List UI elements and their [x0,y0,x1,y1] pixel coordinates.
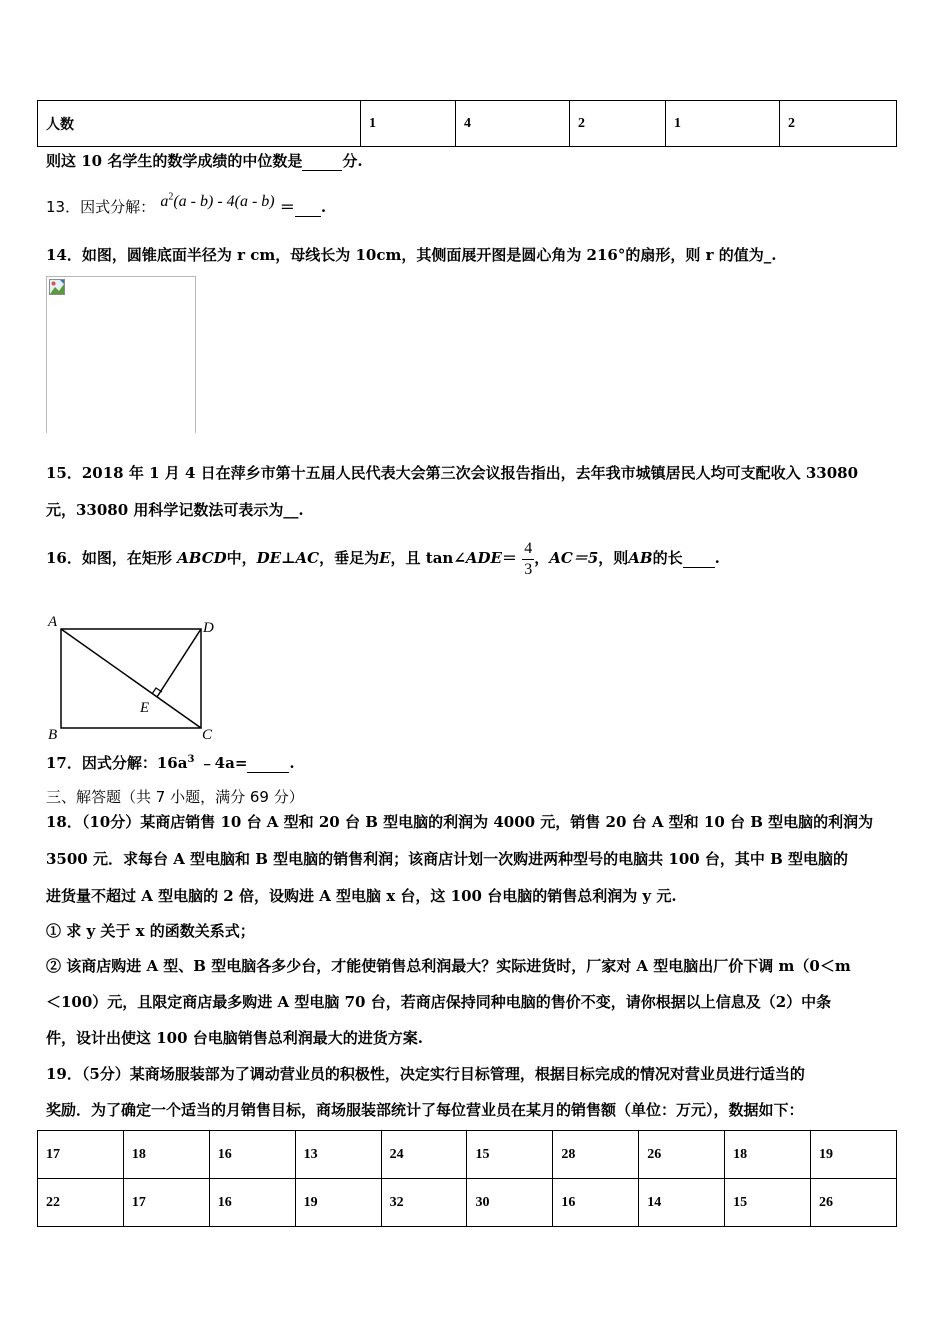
table-cell: 30 [467,1179,553,1227]
table-cell: 15 [467,1131,553,1179]
table-cell: 1 [666,101,780,147]
question-18-part2-line2: ＜100）元，且限定商店最多购进 A 型电脑 70 台，若商店保持同种电脑的售价不变，请你根据以上信息及（2）中条 [46,993,832,1011]
table-cell: 19 [295,1179,381,1227]
question-14: 14．如图，圆锥底面半径为 r cm，母线长为 10cm，其侧面展开图是圆心角为 216°的扇形，则 r 的值为_. [46,246,777,264]
broken-image-icon [49,279,65,295]
q12-tail [46,150,363,171]
q16-de-perp-ac: DE⊥AC [256,549,320,567]
score-count-table [37,100,897,147]
label-d: D [203,620,214,636]
q16-ab: AB [628,549,653,567]
q16-mid4: ， [534,549,550,567]
question-15-line2: 元，33080 用科学记数法可表示为__. [46,501,304,519]
q13-label: 13．因式分解： [46,198,156,216]
section-3-heading: 三、解答题（共 7 小题，满分 69 分） [46,788,304,806]
q13-expression [160,193,274,210]
q16-equals: ＝ [502,549,518,567]
q17-rest: ﹣4a= [194,754,248,772]
table-cell: 18 [123,1131,209,1179]
q12-text: 则这 10 名学生的数学成绩的中位数是 [46,152,303,170]
table-cell: 16 [209,1179,295,1227]
q16-ac-value: AC＝5 [549,549,599,567]
q13-end: . [320,198,327,216]
question-16 [46,534,720,582]
table-cell: 24 [381,1131,467,1179]
question-13 [46,191,327,217]
q17-end: . [289,754,295,772]
table-cell: 19 [811,1131,897,1179]
right-angle-mark [152,688,162,694]
answer-blank [683,549,715,568]
table-cell: 2 [780,101,897,147]
q16-post: 的长 [652,549,683,567]
q13-exponent: 2 [168,191,174,203]
question-18-line1: 18．（10分）某商店销售 10 台 A 型和 20 台 B 型电脑的利润为 4000 元，销售 20 台 A 型和 10 台 B 型电脑的利润为 [46,813,874,831]
q16-mid2: ，垂足为 [319,549,380,567]
question-19-line1: 19．（5分）某商场服装部为了调动营业员的积极性，决定实行目标管理，根据目标完成的情况对营业员进行适当的 [46,1065,805,1083]
table-cell: 17 [123,1179,209,1227]
label-c: C [202,727,213,740]
q12-unit: 分. [342,152,363,170]
segment-de [157,629,201,697]
table-cell: 17 [38,1131,124,1179]
q16-mid1: 中， [226,549,257,567]
fraction-numerator: 4 [522,539,534,560]
label-e: E [140,700,150,716]
q16-pre: 16．如图，在矩形 [46,549,172,567]
table-row [38,1131,897,1179]
table-cell: 13 [295,1131,381,1179]
question-18-line3: 进货量不超过 A 型电脑的 2 倍，设购进 A 型电脑 x 台，这 100 台电脑的销售总利润为 y 元. [46,887,677,905]
table-cell: 4 [456,101,570,147]
q14-figure-placeholder [46,276,196,433]
table-cell: 18 [725,1131,811,1179]
q17-text: 17．因式分解：16a [46,754,188,772]
q16-mid3: ，且 tan∠ [390,549,466,567]
table-row [38,101,897,147]
table-cell: 26 [811,1179,897,1227]
question-15-line1: 15．2018 年 1 月 4 日在萍乡市第十五届人民代表大会第三次会议报告指出，去年我市城镇居民人均可支配收入 33080 [46,464,859,482]
q16-end: . [714,549,720,567]
table-header-cell: 人数 [38,101,361,147]
q16-fraction [522,539,534,580]
question-18-part2-line3: 件，设计出使这 100 台电脑销售总利润最大的进货方案. [46,1029,423,1047]
fraction-denominator: 3 [524,560,533,578]
rectangle-figure [44,612,224,740]
table-cell: 32 [381,1179,467,1227]
question-18-part2-line1: ② 该商店购进 A 型、B 型电脑各多少台，才能使销售总利润最大？实际进货时，厂家对 A 型电脑出厂价下调 m（0＜m [46,957,851,975]
q16-e: E [379,549,391,567]
q16-abcd: ABCD [177,549,227,567]
table-cell: 16 [553,1179,639,1227]
label-a: A [48,614,58,630]
table-cell: 15 [725,1179,811,1227]
table-cell: 22 [38,1179,124,1227]
label-b: B [48,727,58,740]
table-cell: 1 [361,101,456,147]
table-row [38,1179,897,1227]
q13-expr-rest: (a - b) - 4(a - b) [173,193,275,210]
table-cell: 14 [639,1179,725,1227]
table-cell: 28 [553,1131,639,1179]
q16-mid5: ，则 [598,549,629,567]
q16-ade: ADE [465,549,502,567]
question-18-line2: 3500 元．求每台 A 型电脑和 B 型电脑的销售利润；该商店计划一次购进两种型号的电脑共 100 台，其中 B 型电脑的 [46,850,849,868]
question-19-line2: 奖励．为了确定一个适当的月销售目标，商场服装部统计了每位营业员在某月的销售额（单位：万元），数据如下： [46,1101,804,1119]
sales-table [37,1130,897,1227]
q13-var-a: a [160,193,169,210]
table-cell: 26 [639,1131,725,1179]
table-cell: 2 [570,101,666,147]
q13-equals: ＝ [279,198,295,216]
diagonal-ac [61,629,201,728]
answer-blank [247,754,289,773]
question-17 [46,752,295,773]
answer-blank [295,198,321,217]
q17-exponent: 3 [187,754,195,765]
table-cell: 16 [209,1131,295,1179]
question-18-part1: ① 求 y 关于 x 的函数关系式； [46,922,255,940]
answer-blank [302,152,342,171]
